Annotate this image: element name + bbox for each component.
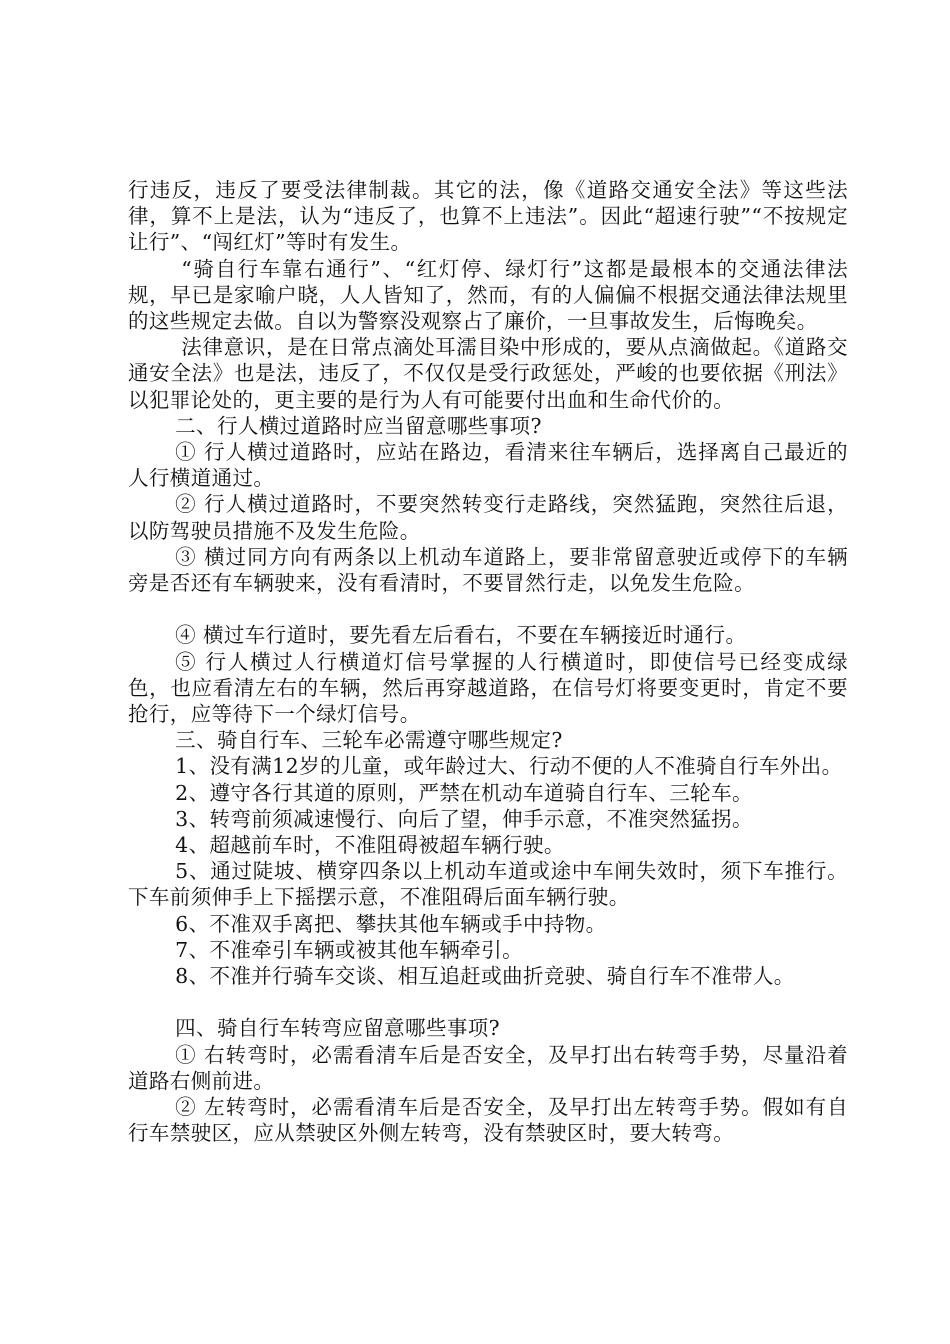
list-item-bicycle-2: 2、遵守各行其道的原则，严禁在机动车道骑自行车、三轮车。 xyxy=(175,780,753,805)
paragraph-continuation: 行违反，违反了要受法律制裁。其它的法，像《道路交通安全法》等这些法律，算不上是法，认为“违反了，也算不上违法”。因此“超速行驶”“不按规定让行”、“闯红灯”等时有发生。 xyxy=(128,178,848,255)
list-item-bicycle-3: 3、转弯前须减速慢行、向后了望，伸手示意，不准突然猛拐。 xyxy=(175,806,753,831)
list-item-pedestrian-3: ③ 横过同方向有两条以上机动车道路上，要非常留意驶近或停下的车辆旁是否还有车辆驶来，没有看清时，不要冒然行走，以免发生危险。 xyxy=(128,544,848,596)
section-heading-bicycle-turning: 四、骑自行车转弯应留意哪些事项? xyxy=(175,1016,501,1041)
list-item-turning-1: ① 右转弯时，必需看清车后是否安全，及早打出右转弯手势，尽量沿着道路右侧前进。 xyxy=(128,1042,848,1093)
section-heading-pedestrian: 二、行人横过道路时应当留意哪些事项? xyxy=(175,413,542,438)
list-item-bicycle-1: 1、没有满12岁的儿童，或年龄过大、行动不便的人不准骑自行车外出。 xyxy=(175,754,843,779)
list-item-turning-2: ② 左转弯时，必需看清车后是否安全，及早打出左转弯手势。假如有自行车禁驶区，应从禁驶区外侧左转弯，没有禁驶区时，要大转弯。 xyxy=(128,1095,848,1146)
list-item-bicycle-6: 6、不准双手离把、攀扶其他车辆或手中持物。 xyxy=(175,911,607,936)
section-heading-bicycle-rules: 三、骑自行车、三轮车必需遵守哪些规定? xyxy=(175,728,563,753)
list-item-pedestrian-2: ② 行人横过道路时，不要突然转变行走路线，突然猛跑，突然往后退，以防驾驶员措施不及发生危险。 xyxy=(128,492,848,543)
paragraph-legal-awareness: 法律意识，是在日常点滴处耳濡目染中形成的，要从点滴做起。《道路交通安全法》也是法，违反了，不仅仅是受行政惩处，严峻的也要依据《刑法》以犯罪论处的，更主要的是行为人有可能要付出血和生命代价的。 xyxy=(128,335,848,412)
paragraph-traffic-rules: “骑自行车靠右通行”、“红灯停、绿灯行”这都是最根本的交通法律法规，早已是家喻户晓，人人皆知了，然而，有的人偏偏不根据交通法律法规里的这些规定去做。自以为警察没观察占了廉价，一旦事故发生，后悔晚矣。 xyxy=(128,256,848,334)
list-item-bicycle-8: 8、不准并行骑车交谈、相互追赶或曲折竞驶、骑自行车不准带人。 xyxy=(175,964,795,989)
list-item-pedestrian-1: ① 行人横过道路时，应站在路边，看清来往车辆后，选择离自己最近的人行横道通过。 xyxy=(128,440,848,491)
list-item-pedestrian-4: ④ 横过车行道时，要先看左后看右，不要在车辆接近时通行。 xyxy=(175,623,747,648)
blank-line xyxy=(128,989,848,1015)
list-item-pedestrian-5: ⑤ 行人横过人行横道灯信号掌握的人行横道时，即使信号已经变成绿色，也应看清左右的车辆，然后再穿越道路，在信号灯将要变更时，肯定不要抢行，应等待下一个绿灯信号。 xyxy=(128,649,848,727)
list-item-bicycle-5: 5、通过陡坡、横穿四条以上机动车道或途中车闸失效时，须下车推行。下车前须伸手上下摇摆示意，不准阻碍后面车辆行驶。 xyxy=(128,859,848,910)
blank-line xyxy=(128,596,848,622)
list-item-bicycle-4: 4、超越前车时，不准阻碍被超车辆行驶。 xyxy=(175,833,565,858)
list-item-bicycle-7: 7、不准牵引车辆或被其他车辆牵引。 xyxy=(175,937,523,962)
document-body xyxy=(128,177,848,1146)
